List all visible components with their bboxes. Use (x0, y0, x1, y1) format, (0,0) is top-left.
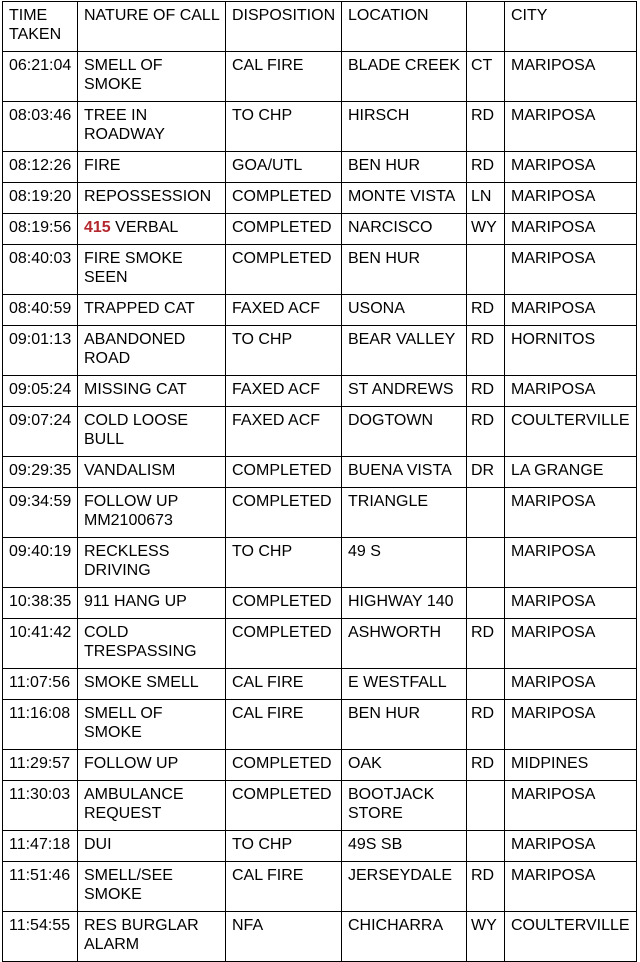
table-row (3, 326, 637, 376)
cell-location: BEAR VALLEY (342, 326, 467, 376)
cell-location: BLADE CREEK (342, 52, 467, 102)
nature-text: SMOKE SMELL (84, 674, 199, 691)
cell-street-type (467, 831, 505, 862)
cell-nature-of-call (78, 588, 226, 619)
nature-text: REPOSSESSION (84, 188, 212, 205)
nature-text: SMELL OF SMOKE (84, 705, 163, 741)
nature-text: AMBULANCE REQUEST (84, 786, 184, 822)
cell-nature-of-call (78, 619, 226, 669)
cell-city: MARIPOSA (505, 183, 637, 214)
cell-street-type (467, 669, 505, 700)
table-row (3, 152, 637, 183)
cell-street-type: LN (467, 183, 505, 214)
cell-time-taken: 08:12:26 (3, 152, 78, 183)
cell-street-type: RD (467, 326, 505, 376)
cell-city: MARIPOSA (505, 245, 637, 295)
nature-text: TREE IN ROADWAY (84, 107, 165, 143)
nature-text: VANDALISM (84, 462, 176, 479)
cell-nature-of-call (78, 781, 226, 831)
cell-disposition: GOA/UTL (226, 152, 342, 183)
cell-time-taken: 11:29:57 (3, 750, 78, 781)
nature-text: FIRE SMOKE SEEN (84, 250, 183, 286)
cell-time-taken: 11:47:18 (3, 831, 78, 862)
cell-disposition: TO CHP (226, 831, 342, 862)
cell-disposition: TO CHP (226, 102, 342, 152)
cell-time-taken: 11:54:55 (3, 912, 78, 962)
table-row (3, 831, 637, 862)
table-row (3, 407, 637, 457)
nature-text: FOLLOW UP (84, 755, 179, 772)
cell-disposition: COMPLETED (226, 619, 342, 669)
table-row (3, 376, 637, 407)
cell-time-taken: 11:30:03 (3, 781, 78, 831)
cell-street-type (467, 781, 505, 831)
table-row (3, 669, 637, 700)
cell-nature-of-call (78, 488, 226, 538)
cell-time-taken: 08:19:56 (3, 214, 78, 245)
header-location: LOCATION (342, 2, 467, 52)
cell-street-type: RD (467, 152, 505, 183)
nature-text: ABANDONED ROAD (84, 331, 186, 367)
header-disposition: DISPOSITION (226, 2, 342, 52)
table-row (3, 781, 637, 831)
cell-city: MARIPOSA (505, 538, 637, 588)
cell-disposition: COMPLETED (226, 488, 342, 538)
cell-nature-of-call (78, 912, 226, 962)
cell-disposition: CAL FIRE (226, 700, 342, 750)
cell-location: TRIANGLE (342, 488, 467, 538)
cell-street-type (467, 245, 505, 295)
header-nature-of-call: NATURE OF CALL (78, 2, 226, 52)
cell-disposition: NFA (226, 912, 342, 962)
cell-disposition: COMPLETED (226, 457, 342, 488)
nature-text: FIRE (84, 157, 121, 174)
cell-time-taken: 09:40:19 (3, 538, 78, 588)
cell-city: LA GRANGE (505, 457, 637, 488)
cell-nature-of-call (78, 700, 226, 750)
cell-location: NARCISCO (342, 214, 467, 245)
cell-nature-of-call (78, 862, 226, 912)
table-row (3, 183, 637, 214)
nature-text: RECKLESS DRIVING (84, 543, 170, 579)
table-row (3, 700, 637, 750)
cell-time-taken: 09:29:35 (3, 457, 78, 488)
cell-nature-of-call (78, 245, 226, 295)
cell-disposition: FAXED ACF (226, 407, 342, 457)
cell-time-taken: 11:16:08 (3, 700, 78, 750)
cell-time-taken: 06:21:04 (3, 52, 78, 102)
cell-time-taken: 08:40:03 (3, 245, 78, 295)
table-row (3, 750, 637, 781)
header-street-type (467, 2, 505, 52)
cell-disposition: COMPLETED (226, 588, 342, 619)
table-row (3, 295, 637, 326)
cell-street-type (467, 538, 505, 588)
cell-city: MARIPOSA (505, 862, 637, 912)
nature-text: MISSING CAT (84, 381, 187, 398)
nature-text: RES BURGLAR ALARM (84, 917, 199, 953)
cell-nature-of-call (78, 538, 226, 588)
cell-time-taken: 08:03:46 (3, 102, 78, 152)
header-time-taken: TIME TAKEN (3, 2, 78, 52)
nature-text: COLD TRESPASSING (84, 624, 197, 660)
cell-location: 49 S (342, 538, 467, 588)
cell-location: DOGTOWN (342, 407, 467, 457)
cell-disposition: COMPLETED (226, 781, 342, 831)
table-row (3, 52, 637, 102)
cell-disposition: CAL FIRE (226, 669, 342, 700)
cell-city: MARIPOSA (505, 152, 637, 183)
table-row (3, 488, 637, 538)
cell-time-taken: 09:34:59 (3, 488, 78, 538)
cell-street-type: CT (467, 52, 505, 102)
nature-text: DUI (84, 836, 112, 853)
cell-nature-of-call (78, 750, 226, 781)
cell-street-type: RD (467, 619, 505, 669)
cell-street-type: RD (467, 750, 505, 781)
table-row (3, 245, 637, 295)
cell-location: BUENA VISTA (342, 457, 467, 488)
cell-location: E WESTFALL (342, 669, 467, 700)
table-row (3, 588, 637, 619)
nature-text: FOLLOW UP MM2100673 (84, 493, 178, 529)
cell-disposition: FAXED ACF (226, 295, 342, 326)
cell-street-type (467, 588, 505, 619)
cell-nature-of-call (78, 407, 226, 457)
cell-time-taken: 10:41:42 (3, 619, 78, 669)
call-code: 415 (84, 219, 111, 236)
nature-text: VERBAL (115, 219, 179, 236)
cell-location: BEN HUR (342, 245, 467, 295)
table-row (3, 912, 637, 962)
cell-city: COULTERVILLE (505, 912, 637, 962)
cell-street-type: RD (467, 102, 505, 152)
cell-nature-of-call (78, 831, 226, 862)
cell-disposition: COMPLETED (226, 750, 342, 781)
cell-time-taken: 11:07:56 (3, 669, 78, 700)
header-row (3, 2, 637, 52)
cell-city: MARIPOSA (505, 588, 637, 619)
nature-text: TRAPPED CAT (84, 300, 195, 317)
call-log-table (2, 1, 637, 962)
cell-city: MARIPOSA (505, 700, 637, 750)
cell-location: OAK (342, 750, 467, 781)
cell-location: HIRSCH (342, 102, 467, 152)
cell-disposition: CAL FIRE (226, 862, 342, 912)
cell-city: MARIPOSA (505, 52, 637, 102)
table-row (3, 214, 637, 245)
cell-disposition: FAXED ACF (226, 376, 342, 407)
nature-text: COLD LOOSE BULL (84, 412, 189, 448)
cell-location: CHICHARRA (342, 912, 467, 962)
cell-location: HIGHWAY 140 (342, 588, 467, 619)
table-row (3, 538, 637, 588)
nature-text: SMELL/SEE SMOKE (84, 867, 173, 903)
cell-street-type (467, 488, 505, 538)
cell-city: MARIPOSA (505, 102, 637, 152)
cell-location: MONTE VISTA (342, 183, 467, 214)
cell-location: BEN HUR (342, 152, 467, 183)
nature-text: SMELL OF SMOKE (84, 57, 163, 93)
cell-city: MARIPOSA (505, 669, 637, 700)
cell-nature-of-call (78, 457, 226, 488)
cell-street-type: DR (467, 457, 505, 488)
cell-location: 49S SB (342, 831, 467, 862)
cell-disposition: COMPLETED (226, 183, 342, 214)
cell-city: COULTERVILLE (505, 407, 637, 457)
cell-nature-of-call (78, 183, 226, 214)
cell-time-taken: 09:05:24 (3, 376, 78, 407)
cell-street-type: RD (467, 700, 505, 750)
table-row (3, 619, 637, 669)
cell-city: MARIPOSA (505, 295, 637, 326)
cell-location: BOOTJACK STORE (342, 781, 467, 831)
table-row (3, 102, 637, 152)
cell-city: MIDPINES (505, 750, 637, 781)
cell-street-type: RD (467, 407, 505, 457)
cell-street-type: RD (467, 295, 505, 326)
cell-time-taken: 08:40:59 (3, 295, 78, 326)
cell-time-taken: 11:51:46 (3, 862, 78, 912)
cell-city: MARIPOSA (505, 488, 637, 538)
cell-street-type: RD (467, 376, 505, 407)
cell-location: USONA (342, 295, 467, 326)
cell-city: MARIPOSA (505, 831, 637, 862)
table-row (3, 862, 637, 912)
cell-city: MARIPOSA (505, 619, 637, 669)
cell-nature-of-call (78, 52, 226, 102)
cell-location: ASHWORTH (342, 619, 467, 669)
cell-location: BEN HUR (342, 700, 467, 750)
cell-street-type: WY (467, 912, 505, 962)
cell-city: MARIPOSA (505, 781, 637, 831)
header-city: CITY (505, 2, 637, 52)
cell-city: MARIPOSA (505, 214, 637, 245)
cell-nature-of-call (78, 669, 226, 700)
cell-city: MARIPOSA (505, 376, 637, 407)
cell-street-type: WY (467, 214, 505, 245)
cell-street-type: RD (467, 862, 505, 912)
cell-disposition: COMPLETED (226, 214, 342, 245)
cell-location: JERSEYDALE (342, 862, 467, 912)
cell-nature-of-call (78, 152, 226, 183)
cell-nature-of-call (78, 295, 226, 326)
cell-nature-of-call (78, 214, 226, 245)
cell-disposition: TO CHP (226, 538, 342, 588)
cell-disposition: COMPLETED (226, 245, 342, 295)
cell-time-taken: 09:07:24 (3, 407, 78, 457)
cell-nature-of-call (78, 326, 226, 376)
cell-nature-of-call (78, 376, 226, 407)
nature-text: 911 HANG UP (84, 593, 187, 610)
table-row (3, 457, 637, 488)
cell-disposition: TO CHP (226, 326, 342, 376)
cell-time-taken: 09:01:13 (3, 326, 78, 376)
cell-time-taken: 08:19:20 (3, 183, 78, 214)
cell-nature-of-call (78, 102, 226, 152)
cell-disposition: CAL FIRE (226, 52, 342, 102)
cell-city: HORNITOS (505, 326, 637, 376)
cell-time-taken: 10:38:35 (3, 588, 78, 619)
cell-location: ST ANDREWS (342, 376, 467, 407)
